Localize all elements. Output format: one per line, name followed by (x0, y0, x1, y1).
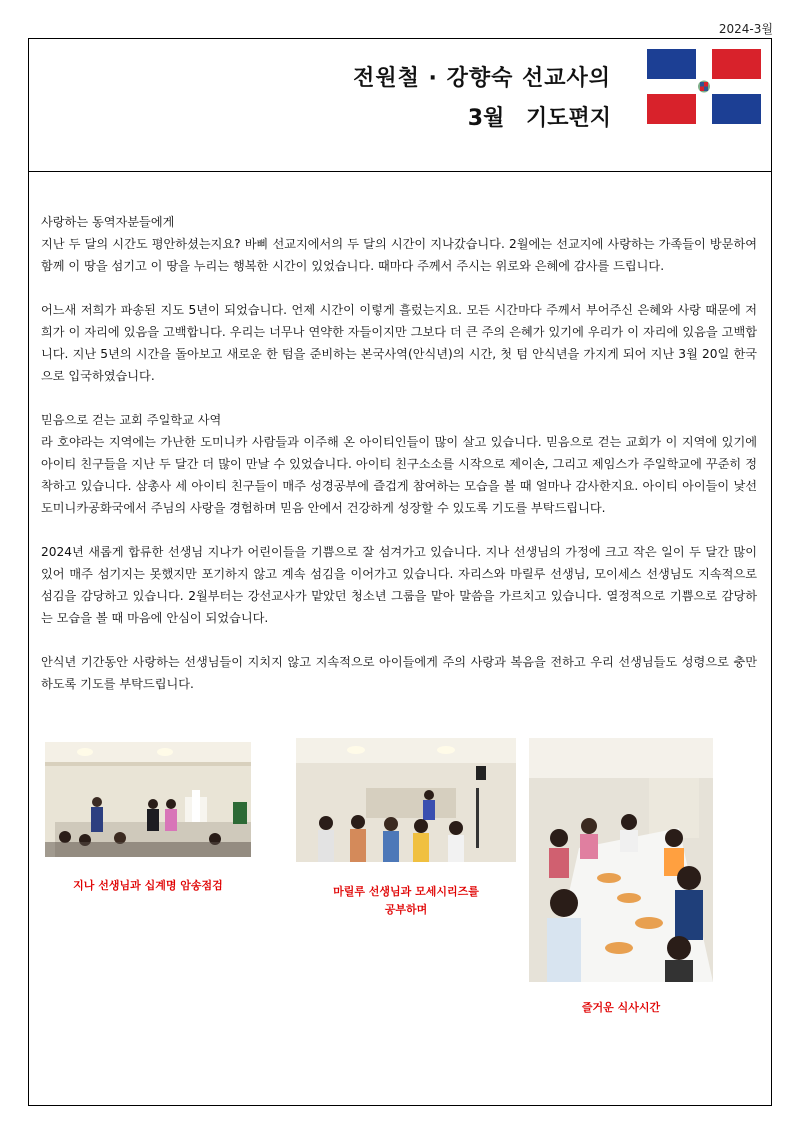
photo-1-caption: 지나 선생님과 십계명 암송점검 (73, 879, 223, 892)
title-line-1: 전원철 · 강향숙 선교사의 (353, 66, 611, 91)
section-title: 믿음으로 걷는 교회 주일학교 사역 (41, 413, 222, 427)
document-date: 2024-3월 (718, 22, 773, 36)
greeting: 사랑하는 동역자분들에게 (41, 215, 175, 229)
photo-teacher-marilu (296, 738, 516, 862)
dominican-flag-icon (647, 49, 761, 124)
paragraph-4: 2024년 새롭게 합류한 선생님 지나가 어린이들을 기쁨으로 잘 섬겨가고 있습니다. 지나 선생님의 가정에 크고 작은 일이 두 달간 많이 있어 매주 섬기지는 못했지만 포기하지 않고 계속 섬김을 이어가고 있습니다. 자리스와 마릴루 선생님, 모이세스 선생님도 지속적으로 섬김을 감당하고 있습니다. 2월부터는 강선교사가 맡았던 청소년 그룹을 맡아 말씀을 가르치고 있습니다. 열정적으로 기쁨으로 감당하는 모습을 볼 때 마음에 안심이 되었습니다. (41, 545, 757, 625)
paragraph-2: 어느새 저희가 파송된 지도 5년이 되었습니다. 언제 시간이 이렇게 흘렀는지요. 모든 시간마다 주께서 부어주신 은혜와 사랑 때문에 저희가 이 자리에 있음을 고백합니다. 우리는 너무나 연약한 자들이지만 그보다 더 큰 주의 은혜가 있기에 우리가 이 자리에 있음을 고백합니다. 지난 5년의 시간을 돌아보고 새로운 한 텀을 준비하는 본국사역(안식년)의 시간, 첫 텀 안식년을 가지게 되어 지난 3월 20일 한국으로 입국하였습니다. (41, 303, 757, 383)
letter-header (29, 39, 771, 172)
photo-2-caption-line-2: 공부하며 (384, 903, 428, 916)
paragraph-3: 라 호야라는 지역에는 가난한 도미니카 사람들과 이주해 온 아이티인들이 많이 살고 있습니다. 믿음으로 걷는 교회가 이 지역에 있기에 아이티 친구들을 지난 두 달간 더 많이 만날 수 있었습니다. 아이티 친구소소를 시작으로 제이손, 그리고 제임스가 주일학교에 꾸준히 정착하고 있습니다. 삼총사 세 아이티 친구들이 매주 성경공부에 즐겁게 참여하는 모습을 볼 때 얼마나 감사한지요. 아이티 아이들이 낯선 도미니카공화국에서 주님의 사랑을 경험하며 믿음 안에서 건강하게 성장할 수 있도록 기도를 부탁드립니다. (41, 435, 757, 515)
photo-mealtime (529, 738, 713, 982)
photo-teacher-gina (45, 742, 251, 857)
letter-body (41, 211, 757, 695)
title-line-2: 3월 기도편지 (467, 106, 611, 131)
photo-2-caption (296, 883, 516, 919)
paragraph-5: 안식년 기간동안 사랑하는 선생님들이 지치지 않고 지속적으로 아이들에게 주의 사랑과 복음을 전하고 우리 선생님들도 성령으로 충만하도록 기도를 부탁드립니다. (41, 655, 757, 691)
paragraph-1: 지난 두 달의 시간도 평안하셨는지요? 바삐 선교지에서의 두 달의 시간이 지나갔습니다. 2월에는 선교지에 사랑하는 가족들이 방문하여 함께 이 땅을 섬기고 이 땅을 누리는 행복한 시간이 있었습니다. 때마다 주께서 주시는 위로와 은혜에 감사를 드립니다. (41, 237, 757, 273)
photo-3-caption: 즐거운 식사시간 (581, 1001, 661, 1014)
letter-frame (28, 38, 772, 1106)
photo-2-caption-line-1: 마릴루 선생님과 모세시리즈를 (333, 885, 479, 898)
